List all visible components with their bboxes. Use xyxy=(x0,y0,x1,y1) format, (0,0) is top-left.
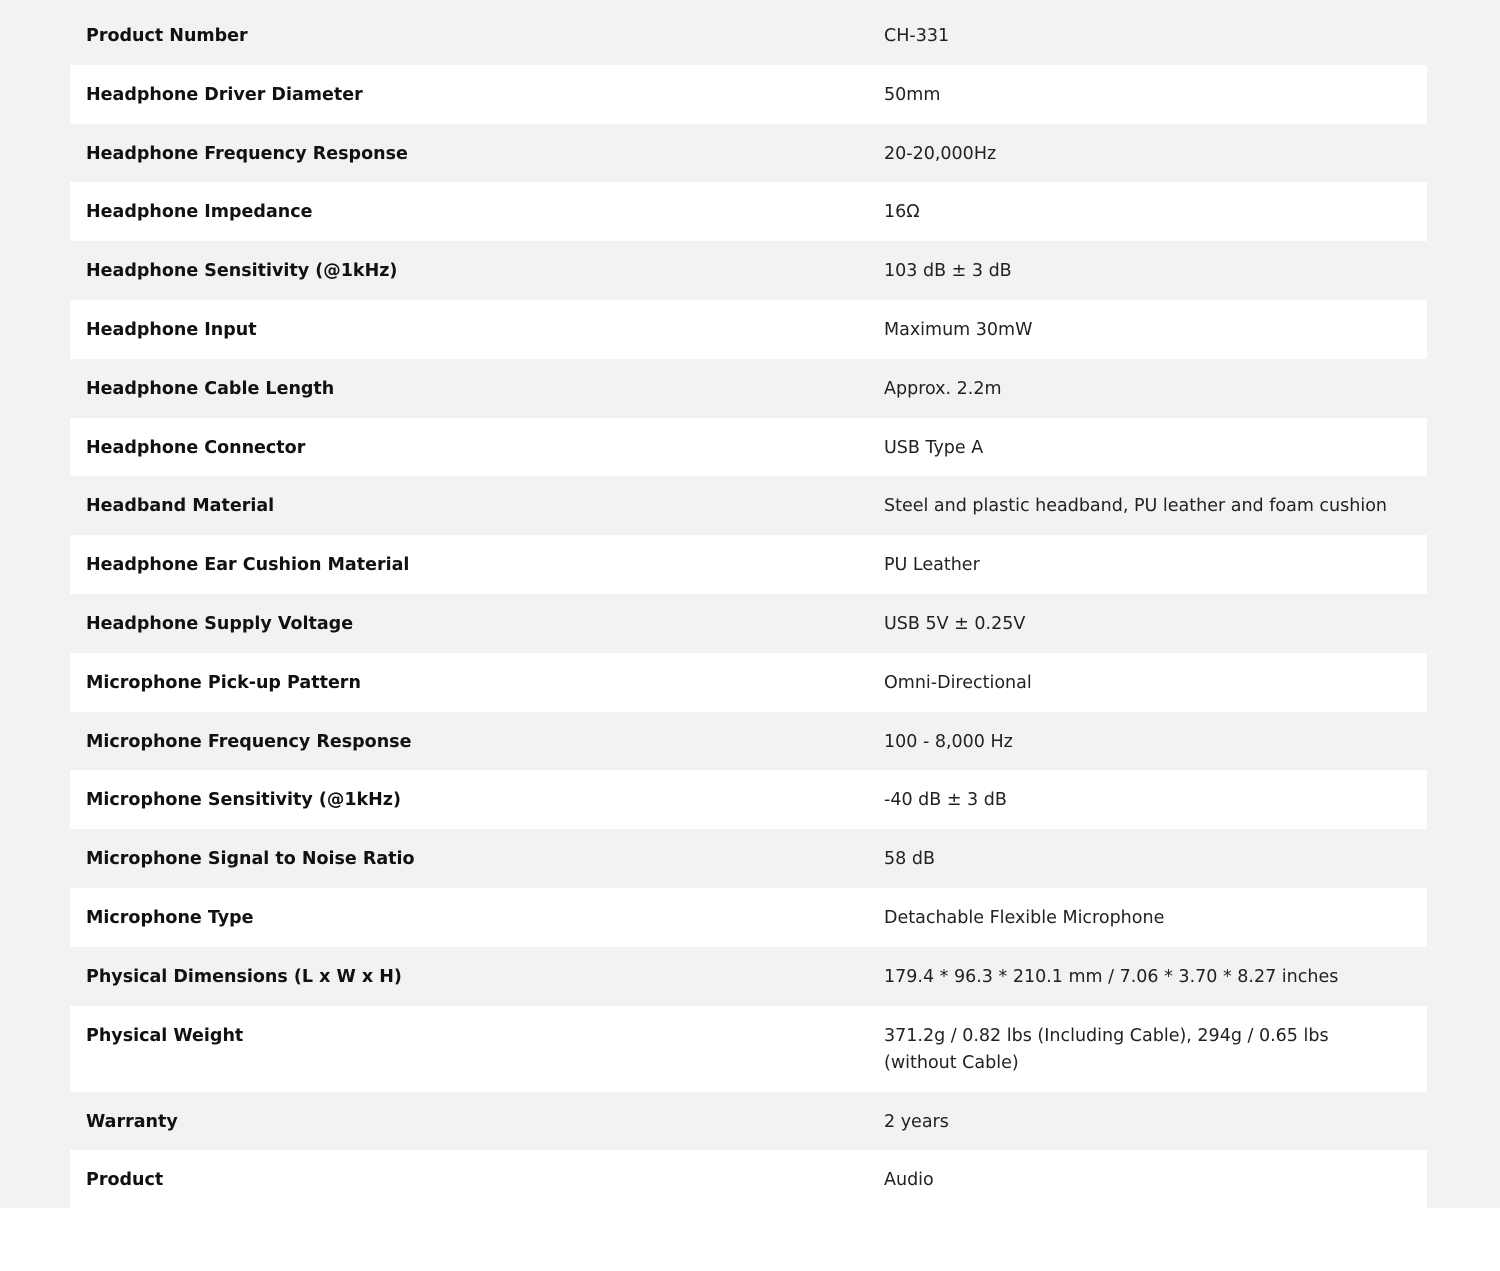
spec-label: Headphone Supply Voltage xyxy=(86,613,354,634)
spec-row-headband-material xyxy=(70,476,1427,535)
spec-value: 20-20,000Hz xyxy=(884,143,997,164)
spec-row-pickup-pattern xyxy=(70,653,1427,712)
spec-row-microphone-sensitivity xyxy=(70,770,1427,829)
spec-label: Headphone Connector xyxy=(86,437,306,458)
spec-row-physical-dimensions xyxy=(70,947,1427,1006)
spec-label: Microphone Type xyxy=(86,907,254,928)
spec-row-ear-cushion-material xyxy=(70,535,1427,594)
spec-value: Detachable Flexible Microphone xyxy=(884,907,1165,928)
spec-label: Microphone Frequency Response xyxy=(86,731,412,752)
spec-value: PU Leather xyxy=(884,555,980,576)
spec-label: Microphone Sensitivity (@1kHz) xyxy=(86,790,401,811)
spec-label: Headphone Impedance xyxy=(86,202,313,223)
spec-value: Omni-Directional xyxy=(884,672,1032,693)
spec-row-headphone-sensitivity xyxy=(70,241,1427,300)
spec-label: Warranty xyxy=(86,1111,178,1132)
spec-row-driver-diameter xyxy=(70,65,1427,124)
spec-value: Maximum 30mW xyxy=(884,319,1033,340)
spec-row-product-number xyxy=(70,6,1427,65)
spec-label: Microphone Signal to Noise Ratio xyxy=(86,849,415,870)
spec-value: 371.2g / 0.82 lbs (Including Cable), 294g / 0.65 lbs (without Cable) xyxy=(884,1025,1329,1073)
spec-value: Approx. 2.2m xyxy=(884,378,1002,399)
spec-row-supply-voltage xyxy=(70,594,1427,653)
spec-label: Headphone Sensitivity (@1kHz) xyxy=(86,261,398,282)
spec-row-physical-weight xyxy=(70,1006,1427,1092)
spec-row-headphone-input xyxy=(70,300,1427,359)
spec-label: Headphone Driver Diameter xyxy=(86,84,363,105)
spec-label: Physical Weight xyxy=(86,1025,244,1046)
spec-value: 103 dB ± 3 dB xyxy=(884,261,1012,282)
spec-value: 100 - 8,000 Hz xyxy=(884,731,1013,752)
spec-label: Headphone Frequency Response xyxy=(86,143,408,164)
spec-label: Physical Dimensions (L x W x H) xyxy=(86,966,402,987)
spec-label: Headphone Ear Cushion Material xyxy=(86,555,410,576)
spec-label: Headband Material xyxy=(86,496,275,517)
spec-value: 16Ω xyxy=(884,202,920,223)
specifications-table xyxy=(70,6,1427,1209)
spec-value: Steel and plastic headband, PU leather and foam cushion xyxy=(884,496,1388,517)
spec-row-microphone-type xyxy=(70,888,1427,947)
spec-value: 179.4 * 96.3 * 210.1 mm / 7.06 * 3.70 * 8.27 inches xyxy=(884,966,1339,987)
spec-value: 50mm xyxy=(884,84,941,105)
spec-value: -40 dB ± 3 dB xyxy=(884,790,1007,811)
spec-label: Product xyxy=(86,1170,164,1191)
spec-value: Audio xyxy=(884,1170,934,1191)
spec-row-warranty xyxy=(70,1092,1427,1151)
spec-row-cable-length xyxy=(70,359,1427,418)
spec-label: Product Number xyxy=(86,26,248,46)
spec-row-microphone-frequency-response xyxy=(70,712,1427,771)
spec-value: CH-331 xyxy=(884,26,950,46)
spec-value: 58 dB xyxy=(884,849,935,870)
spec-row-signal-to-noise xyxy=(70,829,1427,888)
spec-label: Headphone Cable Length xyxy=(86,378,335,399)
spec-row-impedance xyxy=(70,182,1427,241)
spec-value: 2 years xyxy=(884,1111,949,1132)
spec-label: Headphone Input xyxy=(86,319,257,340)
spec-value: USB 5V ± 0.25V xyxy=(884,613,1026,634)
spec-row-product xyxy=(70,1150,1427,1209)
spec-value: USB Type A xyxy=(884,437,984,458)
spec-label: Microphone Pick-up Pattern xyxy=(86,672,361,693)
spec-row-connector xyxy=(70,418,1427,477)
spec-row-headphone-frequency-response xyxy=(70,124,1427,183)
